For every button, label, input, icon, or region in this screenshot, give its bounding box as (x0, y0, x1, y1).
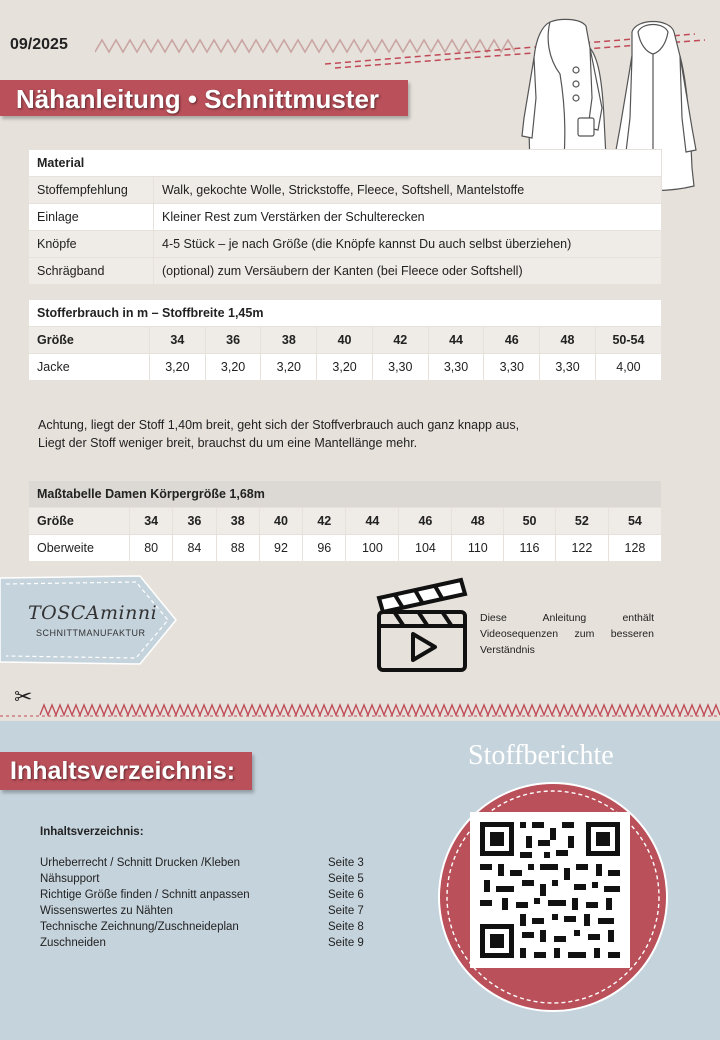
material-value: Kleiner Rest zum Verstärken der Schulterecken (154, 204, 662, 231)
value-cell: 3,30 (372, 354, 428, 381)
row-label: Oberweite (29, 535, 130, 562)
table-row (29, 258, 662, 285)
size-cell: 52 (555, 508, 608, 535)
fabric-note (38, 416, 519, 452)
size-cell: 38 (261, 327, 317, 354)
size-cell: 50 (504, 508, 556, 535)
measurement-table (28, 480, 662, 562)
value-cell: 3,30 (484, 354, 540, 381)
material-table (28, 149, 662, 285)
table-row (29, 535, 662, 562)
note-line: Achtung, liegt der Stoff 1,40m breit, geht sich der Stoffverbrauch auch ganz knapp aus, (38, 418, 520, 432)
material-heading: Material (29, 150, 662, 177)
toc-page: Seite 5 (328, 873, 364, 885)
toc-banner-title: Inhaltsverzeichnis: (10, 757, 236, 785)
size-cell: 48 (452, 508, 504, 535)
stoffberichte-title: Stoffberichte (468, 740, 614, 771)
material-key: Schrägband (29, 258, 154, 285)
material-value: (optional) zum Versäubern der Kanten (bei Fleece oder Softshell) (154, 258, 662, 285)
page-title: Nähanleitung • Schnittmuster (16, 84, 380, 114)
value-cell: 3,20 (261, 354, 317, 381)
size-cell: 42 (303, 508, 346, 535)
list-item[interactable] (40, 905, 370, 921)
size-cell: 42 (372, 327, 428, 354)
measure-heading: Maßtabelle Damen Körpergröße 1,68m (29, 481, 662, 508)
toc-label: Urheberrecht / Schnitt Drucken /Kleben (40, 857, 241, 869)
material-value: 4-5 Stück – je nach Größe (die Knöpfe kannst Du auch selbst überziehen) (154, 231, 662, 258)
value-cell: 3,30 (540, 354, 596, 381)
value-cell: 3,20 (150, 354, 206, 381)
fabric-usage-table (28, 299, 662, 381)
toc-page: Seite 6 (328, 889, 364, 901)
list-item[interactable] (40, 873, 370, 889)
scissors-icon: ✂ (14, 684, 33, 709)
toc-page: Seite 8 (328, 921, 364, 933)
fabric-heading: Stofferbrauch in m – Stoffbreite 1,45m (29, 300, 662, 327)
size-cell: 44 (346, 508, 399, 535)
toc-banner (0, 752, 252, 790)
value-cell: 92 (259, 535, 302, 562)
table-row (29, 231, 662, 258)
size-label: Größe (29, 327, 150, 354)
size-cell: 36 (173, 508, 216, 535)
size-cell: 50-54 (595, 327, 661, 354)
list-item[interactable] (40, 921, 370, 937)
value-cell: 3,20 (317, 354, 373, 381)
size-cell: 44 (428, 327, 484, 354)
toc-label: Richtige Größe finden / Schnitt anpassen (40, 889, 250, 901)
size-cell: 54 (608, 508, 661, 535)
toc-label: Zuschneiden (40, 937, 106, 949)
size-cell: 46 (399, 508, 452, 535)
toc-heading: Inhaltsverzeichnis: (40, 826, 144, 838)
row-label: Jacke (29, 354, 150, 381)
value-cell: 84 (173, 535, 216, 562)
brand-logo: TOSCAminni (28, 602, 158, 624)
value-cell: 116 (504, 535, 556, 562)
value-cell: 3,20 (205, 354, 261, 381)
toc-list (40, 857, 370, 953)
video-note: Diese Anleitung enthält Videosequenzen zum besseren Verständnis (480, 612, 654, 656)
toc-page: Seite 9 (328, 937, 364, 949)
material-key: Knöpfe (29, 231, 154, 258)
size-cell: 48 (540, 327, 596, 354)
value-cell: 128 (608, 535, 661, 562)
toc-label: Technische Zeichnung/Zuschneideplan (40, 921, 239, 933)
cut-line-decoration (0, 703, 720, 717)
toc-label: Nähsupport (40, 873, 100, 885)
table-row (29, 354, 662, 381)
size-cell: 34 (150, 327, 206, 354)
list-item[interactable] (40, 889, 370, 905)
value-cell: 3,30 (428, 354, 484, 381)
material-key: Einlage (29, 204, 154, 231)
list-item[interactable] (40, 937, 370, 953)
size-cell: 38 (216, 508, 259, 535)
table-row (29, 177, 662, 204)
size-cell: 36 (205, 327, 261, 354)
value-cell: 104 (399, 535, 452, 562)
qr-code-icon[interactable] (436, 780, 670, 1014)
issue-date: 09/2025 (10, 36, 68, 53)
value-cell: 4,00 (595, 354, 661, 381)
size-cell: 34 (130, 508, 173, 535)
value-cell: 110 (452, 535, 504, 562)
size-cell: 40 (259, 508, 302, 535)
value-cell: 88 (216, 535, 259, 562)
toc-page: Seite 7 (328, 905, 364, 917)
value-cell: 100 (346, 535, 399, 562)
material-key: Stoffempfehlung (29, 177, 154, 204)
value-cell: 96 (303, 535, 346, 562)
size-cell: 40 (317, 327, 373, 354)
table-row (29, 327, 662, 354)
material-value: Walk, gekochte Wolle, Strickstoffe, Fleece, Softshell, Mantelstoffe (154, 177, 662, 204)
toc-label: Wissenswertes zu Nähten (40, 905, 173, 917)
size-cell: 46 (484, 327, 540, 354)
title-banner (0, 80, 408, 116)
value-cell: 122 (555, 535, 608, 562)
size-label: Größe (29, 508, 130, 535)
list-item[interactable] (40, 857, 370, 873)
value-cell: 80 (130, 535, 173, 562)
brand-subtitle: SCHNITTMANUFAKTUR (36, 628, 146, 638)
note-line: Liegt der Stoff weniger breit, brauchst du um eine Mantellänge mehr. (38, 436, 418, 450)
toc-page: Seite 3 (328, 857, 364, 869)
table-row (29, 508, 662, 535)
video-clapperboard-icon (375, 576, 469, 674)
table-row (29, 204, 662, 231)
